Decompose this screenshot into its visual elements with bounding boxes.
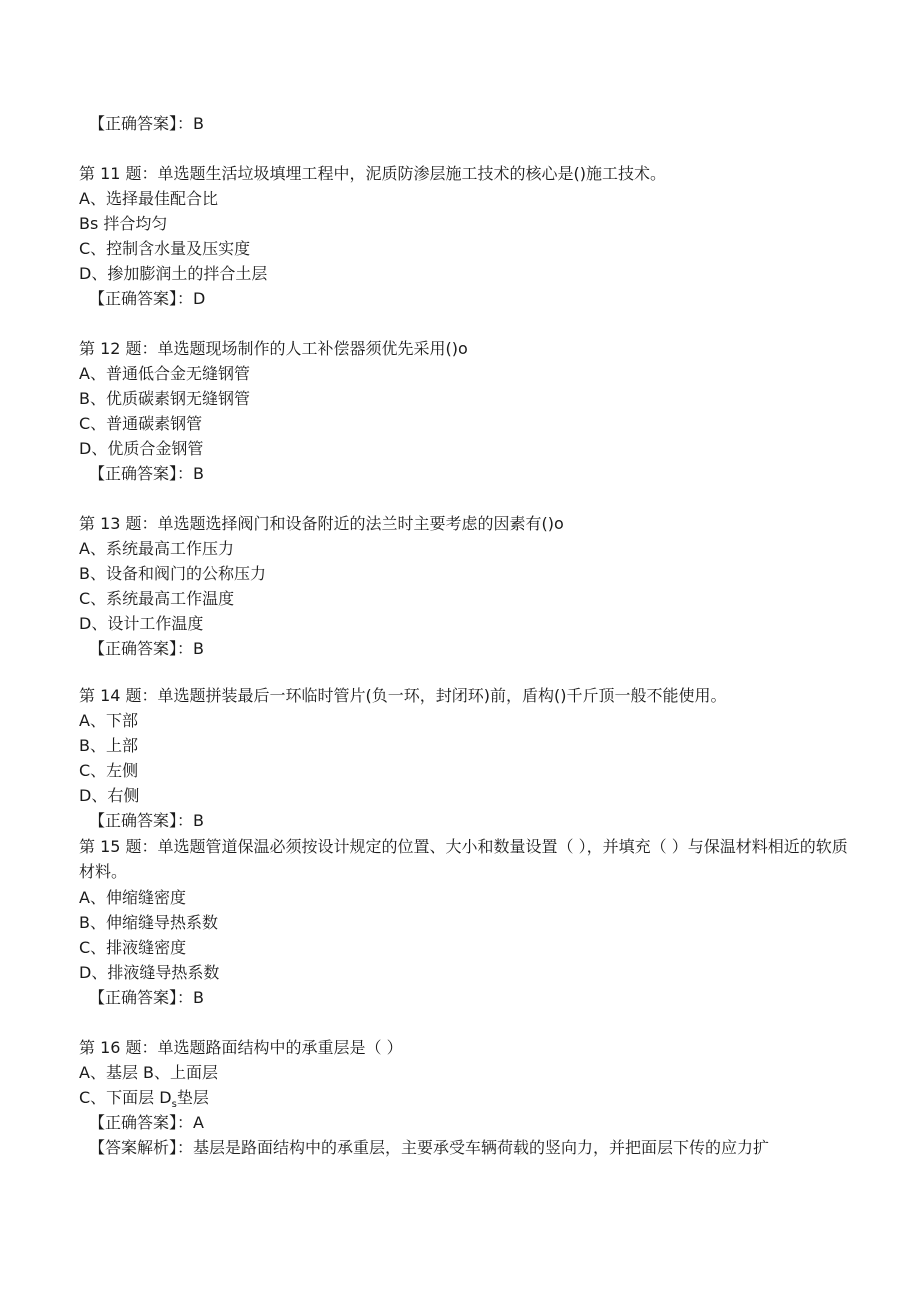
answer-label: 【正确答案】：: [89, 114, 194, 133]
q12-option-b: B、优质碳素钢无缝钢管: [79, 389, 250, 408]
q16-stem: 第 16 题：单选题路面结构中的承重层是（ ）: [79, 1038, 403, 1057]
q13-option-a: A、系统最高工作压力: [79, 539, 234, 558]
q11-option-c: C、控制含水量及压实度: [79, 239, 251, 258]
q14-option-a: A、下部: [79, 711, 138, 730]
q11-option-a: A、选择最佳配合比: [79, 189, 218, 208]
q16-option-ab: A、基层 B、上面层: [79, 1063, 219, 1082]
answer-label: 【正确答案】：: [89, 988, 194, 1007]
q12-answer: [89, 464, 204, 484]
q15-option-d: D、排液缝导热系数: [79, 963, 220, 982]
answer-label: 【正确答案】：: [89, 464, 194, 483]
answer-label: 【正确答案】：: [89, 289, 194, 308]
q10-answer: [89, 114, 204, 134]
q12-stem: 第 12 题：单选题现场制作的人工补偿器须优先采用()o: [79, 339, 468, 358]
q15-answer: [89, 988, 204, 1008]
q11-option-b: Bs 拌合均匀: [79, 214, 168, 233]
q14-option-c: C、左侧: [79, 761, 139, 780]
q16-option-c-text: C、下面层 D: [79, 1088, 172, 1107]
answer-label: 【正确答案】：: [89, 639, 194, 658]
q13-stem: 第 13 题：单选题选择阀门和设备附近的法兰时主要考虑的因素有()o: [79, 514, 564, 533]
q12-option-c: C、普通碳素钢管: [79, 414, 203, 433]
q15-option-a: A、伸缩缝密度: [79, 888, 186, 907]
q13-option-d: D、设计工作温度: [79, 614, 204, 633]
q16-option-d-subscript: s: [171, 1099, 177, 1111]
q14-option-b: B、上部: [79, 736, 138, 755]
q13-option-b: B、设备和阀门的公称压力: [79, 564, 266, 583]
answer-value: D: [193, 289, 206, 308]
answer-value: B: [193, 988, 204, 1007]
q13-option-c: C、系统最高工作温度: [79, 589, 235, 608]
answer-value: B: [193, 114, 204, 133]
q14-option-d: D、右侧: [79, 786, 140, 805]
q14-answer: [89, 811, 204, 831]
q14-stem: 第 14 题：单选题拼装最后一环临时管片(负一环，封闭环)前，盾构()千斤顶一般不能使用。: [79, 686, 727, 705]
analysis-text: 基层是路面结构中的承重层，主要承受车辆荷载的竖向力，并把面层下传的应力扩: [193, 1138, 770, 1157]
q15-option-b: B、伸缩缝导热系数: [79, 913, 218, 932]
q12-option-d: D、优质合金钢管: [79, 439, 204, 458]
q11-stem: 第 11 题：单选题生活垃圾填埋工程中，泥质防渗层施工技术的核心是()施工技术。: [79, 164, 667, 183]
q11-answer: [89, 289, 205, 309]
q16-option-d-text: 垫层: [176, 1088, 209, 1107]
q16-answer: [89, 1113, 204, 1133]
answer-value: B: [193, 811, 204, 830]
answer-value: B: [193, 464, 204, 483]
analysis-label: 【答案解析】：: [89, 1138, 194, 1157]
q16-option-cd: [79, 1088, 209, 1115]
q12-option-a: A、普通低合金无缝钢管: [79, 364, 250, 383]
answer-value: A: [193, 1113, 204, 1132]
answer-label: 【正确答案】：: [89, 811, 194, 830]
q15-stem: 第 15 题：单选题管道保温必须按设计规定的位置、大小和数量设置（ ），并填充（ ）与保温材料相近的软质材料。: [79, 837, 848, 881]
q13-answer: [89, 639, 204, 659]
answer-label: 【正确答案】：: [89, 1113, 194, 1132]
answer-value: B: [193, 639, 204, 658]
q11-option-d: D、掺加膨润土的拌合土层: [79, 264, 268, 283]
q15-option-c: C、排液缝密度: [79, 938, 187, 957]
q16-analysis: [89, 1138, 769, 1158]
